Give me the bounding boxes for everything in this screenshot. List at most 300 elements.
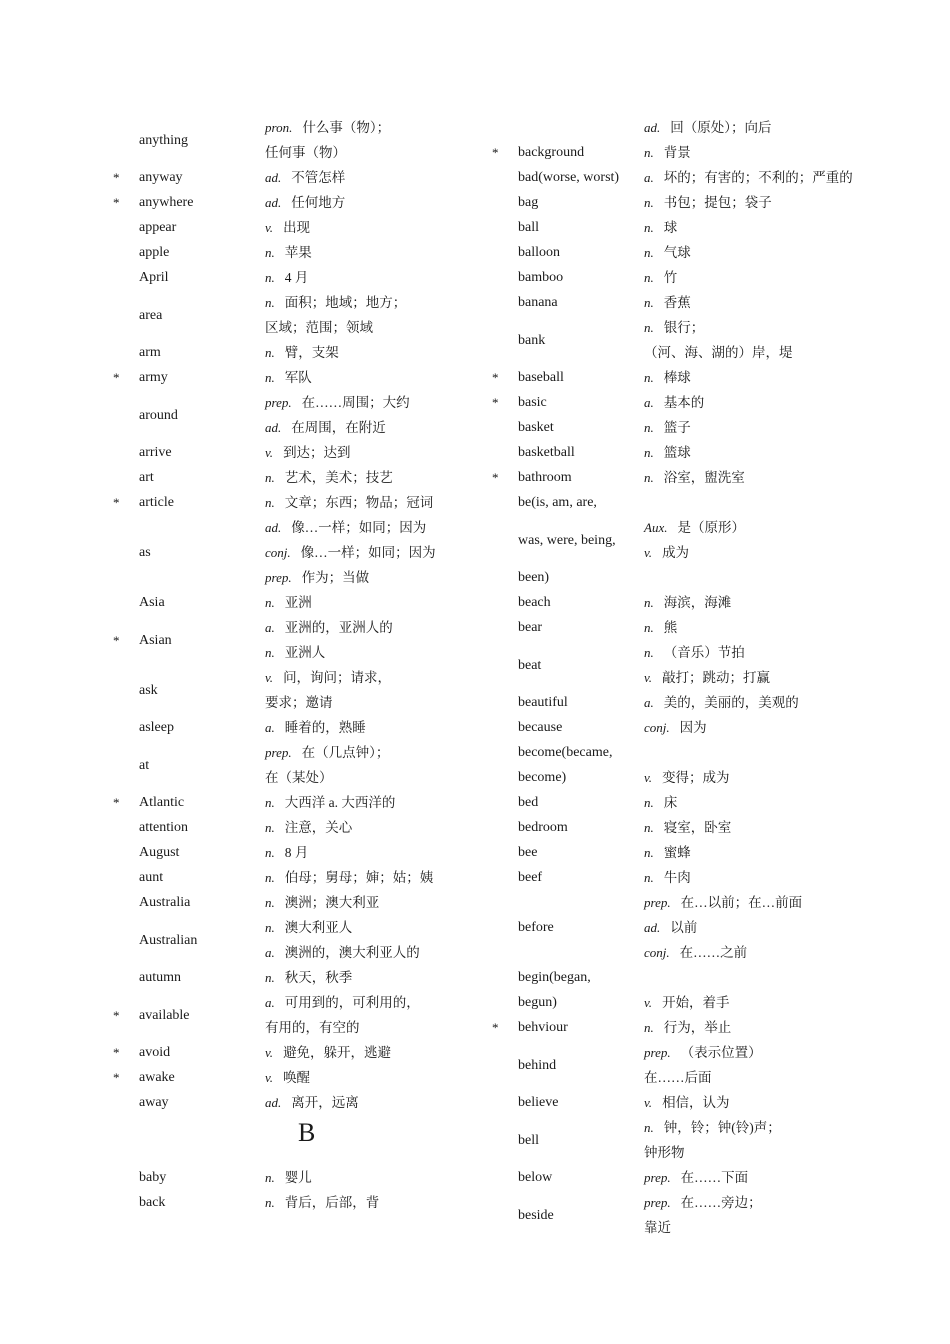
definition-line <box>644 469 745 487</box>
headword: bad(worse, worst) <box>518 170 620 185</box>
definition-text: 坏的；有害的；不利的；严重的 <box>663 170 853 185</box>
definition-text: 什么事（物）； <box>302 120 391 135</box>
definition-line <box>265 494 433 512</box>
part-of-speech: ad. <box>265 195 282 210</box>
headword: asleep <box>139 720 174 735</box>
part-of-speech: v. <box>265 1070 274 1085</box>
part-of-speech: n. <box>644 470 654 485</box>
definition-text: 棒球 <box>663 370 691 385</box>
definition-text: 8 月 <box>284 845 309 860</box>
entry-star-marker: * <box>492 145 499 160</box>
definition-text: 在……后面 <box>644 1070 712 1085</box>
part-of-speech: n. <box>644 195 654 210</box>
definition-line <box>644 319 704 337</box>
definition-text: 大西洋 a. 大西洋的 <box>284 795 396 810</box>
definition-text: 背景 <box>663 145 691 160</box>
definition-text: 要求；邀请 <box>265 695 333 710</box>
headword: August <box>139 845 180 860</box>
definition-text: 回（原处）；向后 <box>670 120 772 135</box>
definition-text: 像…一样；如同；因为 <box>291 520 427 535</box>
entry-star-marker: * <box>113 1070 120 1085</box>
part-of-speech: n. <box>644 645 654 660</box>
definition-text: 因为 <box>679 720 707 735</box>
definition-line <box>644 919 697 937</box>
definition-line <box>265 894 379 912</box>
headword: Asia <box>139 595 165 610</box>
definition-line <box>265 969 352 987</box>
definition-line <box>644 894 802 912</box>
part-of-speech: n. <box>644 420 654 435</box>
definition-line <box>265 319 373 337</box>
definition-line <box>644 1069 712 1087</box>
definition-text: 文章；东西；物品；冠词 <box>284 495 434 510</box>
definition-line <box>644 769 730 787</box>
entry-star-marker: * <box>113 795 120 810</box>
definition-text: 睡着的，熟睡 <box>284 720 366 735</box>
definition-text: 澳大利亚人 <box>284 920 353 935</box>
headword: beside <box>518 1207 554 1223</box>
definition-text: 亚洲 <box>284 595 312 610</box>
definition-text: 球 <box>663 220 678 235</box>
definition-text: 作为；当做 <box>301 570 370 585</box>
definition-line <box>265 944 420 962</box>
headword: background <box>518 145 585 160</box>
definition-line <box>265 919 352 937</box>
headword: baseball <box>518 370 564 385</box>
entry-star-marker: * <box>492 370 499 385</box>
definition-line <box>265 1069 310 1087</box>
definition-line <box>644 219 677 237</box>
definition-line <box>644 869 691 887</box>
part-of-speech: ad. <box>265 1095 282 1110</box>
definition-text: 澳洲的，澳大利亚人的 <box>284 945 420 960</box>
part-of-speech: v. <box>644 770 653 785</box>
part-of-speech: v. <box>265 445 274 460</box>
definition-text: 银行； <box>663 320 705 335</box>
headword: before <box>518 920 554 935</box>
definition-text: 海滨，海滩 <box>663 595 732 610</box>
definition-line <box>265 819 352 837</box>
definition-text: 在周围，在附近 <box>291 420 386 435</box>
part-of-speech: n. <box>265 295 275 310</box>
part-of-speech: prep. <box>644 1195 671 1210</box>
part-of-speech: ad. <box>644 920 661 935</box>
definition-line <box>265 1169 312 1187</box>
definition-text: 在（几点钟）； <box>301 745 390 760</box>
headword: begin(began, <box>518 970 591 985</box>
part-of-speech: n. <box>265 645 275 660</box>
definition-text: 敲打；跳动；打赢 <box>662 670 771 685</box>
definition-line <box>644 819 731 837</box>
headword: below <box>518 1170 553 1185</box>
headword: Atlantic <box>139 795 185 810</box>
part-of-speech: v. <box>265 1045 274 1060</box>
definition-line <box>644 294 691 312</box>
headword: become(became, <box>518 745 613 760</box>
definition-text: 牛肉 <box>663 870 691 885</box>
headword: become) <box>518 770 567 785</box>
definition-line <box>644 669 770 687</box>
part-of-speech: v. <box>265 670 274 685</box>
definition-text: 背后，后部，背 <box>284 1195 380 1210</box>
headword: ball <box>518 220 539 235</box>
headword: back <box>139 1195 166 1210</box>
headword: banana <box>518 295 558 310</box>
headword: bag <box>518 195 539 210</box>
headword: at <box>139 757 150 773</box>
headword: basket <box>518 420 554 435</box>
headword: believe <box>518 1095 559 1110</box>
definition-line <box>265 844 308 862</box>
definition-text: 钟形物 <box>644 1145 685 1160</box>
definition-text: 床 <box>663 795 678 810</box>
headword: away <box>139 1095 169 1110</box>
definition-line <box>265 644 325 662</box>
definition-line <box>644 194 772 212</box>
definition-line <box>265 519 426 537</box>
definition-line <box>644 1219 671 1237</box>
definition-text: 秋天，秋季 <box>284 970 353 985</box>
definition-text: 离开，远离 <box>291 1095 359 1110</box>
part-of-speech: n. <box>644 1020 654 1035</box>
definition-line <box>644 694 799 712</box>
section-letter: B <box>298 1118 316 1147</box>
definition-text: 篮球 <box>663 445 691 460</box>
definition-line <box>644 1169 748 1187</box>
definition-line <box>265 619 393 637</box>
part-of-speech: a. <box>265 945 275 960</box>
part-of-speech: prep. <box>265 745 292 760</box>
definition-line <box>265 144 346 162</box>
definition-line <box>265 344 339 362</box>
definition-line <box>265 569 369 587</box>
definition-text: 避免，躲开，逃避 <box>283 1045 392 1060</box>
headword: as <box>139 545 151 560</box>
headword: beach <box>518 595 551 610</box>
headword: begun) <box>518 995 557 1010</box>
part-of-speech: v. <box>644 995 653 1010</box>
entry-star-marker: * <box>113 170 120 185</box>
entry-star-marker: * <box>113 195 120 210</box>
definition-text: 有用的，有空的 <box>265 1020 360 1035</box>
definition-text: 任何地方 <box>291 195 346 210</box>
definition-line <box>644 369 691 387</box>
definition-line <box>644 444 691 462</box>
headword: bee <box>518 845 538 860</box>
entry-star-marker: * <box>113 1007 120 1023</box>
headword: beef <box>518 870 543 885</box>
definition-line <box>644 994 730 1012</box>
definition-line <box>265 1044 391 1062</box>
part-of-speech: conj. <box>644 945 670 960</box>
headword: Australian <box>139 932 198 948</box>
definition-text: 出现 <box>283 220 311 235</box>
definition-line <box>644 619 677 637</box>
definition-line <box>265 1194 379 1212</box>
definition-line <box>265 994 420 1012</box>
definition-text: 婴儿 <box>284 1170 312 1185</box>
definition-line <box>644 944 747 962</box>
headword: avoid <box>139 1045 171 1060</box>
definition-text: 亚洲人 <box>284 645 326 660</box>
definition-text: （音乐）节拍 <box>663 645 745 660</box>
part-of-speech: n. <box>644 870 654 885</box>
definition-line <box>265 594 312 612</box>
headword: around <box>139 407 178 423</box>
definition-text: 像…一样；如同；因为 <box>300 545 436 560</box>
part-of-speech: n. <box>644 845 654 860</box>
part-of-speech: conj. <box>644 720 670 735</box>
definition-line <box>265 744 389 762</box>
definition-text: 在（某处） <box>265 770 333 785</box>
definition-text: 澳洲；澳大利亚 <box>284 895 380 910</box>
definition-text: 在……下面 <box>680 1170 749 1185</box>
definition-text: 篮子 <box>663 420 691 435</box>
part-of-speech: n. <box>644 595 654 610</box>
part-of-speech: n. <box>644 820 654 835</box>
headword: art <box>139 470 154 485</box>
definition-line <box>644 519 745 537</box>
definition-text: 书包；提包；袋子 <box>663 195 772 210</box>
definition-text: 香蕉 <box>663 295 691 310</box>
part-of-speech: n. <box>265 1170 275 1185</box>
definition-text: 是（原形） <box>677 520 745 535</box>
definition-text: 任何事（物） <box>265 145 346 160</box>
definition-text: 4 月 <box>284 270 309 285</box>
definition-text: 行为，举止 <box>663 1020 732 1035</box>
definition-text: 相信，认为 <box>662 1095 730 1110</box>
headword: ask <box>139 682 158 698</box>
part-of-speech: ad. <box>644 120 661 135</box>
entry-star-marker: * <box>492 1020 499 1035</box>
part-of-speech: a. <box>644 170 654 185</box>
part-of-speech: n. <box>265 595 275 610</box>
definition-text: 美的，美丽的，美观的 <box>663 695 799 710</box>
entry-star-marker: * <box>113 632 120 648</box>
definition-line <box>265 1094 359 1112</box>
part-of-speech: a. <box>644 695 654 710</box>
definition-text: 注意，关心 <box>284 820 353 835</box>
headword: anyway <box>139 170 183 185</box>
definition-text: 军队 <box>284 370 312 385</box>
headword: arm <box>139 345 161 360</box>
part-of-speech: n. <box>265 270 275 285</box>
part-of-speech: prep. <box>644 1170 671 1185</box>
headword: beat <box>518 657 542 673</box>
definition-text: 在…以前；在…前面 <box>680 895 803 910</box>
headword: bamboo <box>518 270 564 285</box>
definition-line <box>644 544 689 562</box>
part-of-speech: pron. <box>265 120 293 135</box>
part-of-speech: n. <box>644 245 654 260</box>
part-of-speech: v. <box>644 670 653 685</box>
headword: baby <box>139 1170 167 1185</box>
headword: bear <box>518 620 543 635</box>
definition-text: 问，询问；请求， <box>283 670 392 685</box>
definition-line <box>265 194 345 212</box>
definition-text: 亚洲的，亚洲人的 <box>284 620 393 635</box>
definition-line <box>644 594 731 612</box>
definition-line <box>644 419 691 437</box>
part-of-speech: n. <box>265 1195 275 1210</box>
headword: bedroom <box>518 820 568 835</box>
headword: Australia <box>139 895 191 910</box>
part-of-speech: n. <box>265 895 275 910</box>
definition-line <box>265 469 393 487</box>
definition-line <box>644 844 691 862</box>
headword: aunt <box>139 870 164 885</box>
definition-line <box>644 144 691 162</box>
part-of-speech: ad. <box>265 170 282 185</box>
definition-text: 钟，铃；钟(铃)声； <box>663 1120 781 1135</box>
definition-text: 苹果 <box>284 245 312 260</box>
part-of-speech: n. <box>644 445 654 460</box>
headword: bell <box>518 1132 539 1148</box>
headword: behind <box>518 1057 557 1073</box>
part-of-speech: prep. <box>644 1045 671 1060</box>
part-of-speech: n. <box>265 795 275 810</box>
headword: behviour <box>518 1020 568 1035</box>
definition-text: 伯母；舅母；婶；姑；姨 <box>284 870 434 885</box>
definition-line <box>265 369 312 387</box>
part-of-speech: Aux. <box>644 520 668 535</box>
part-of-speech: prep. <box>644 895 671 910</box>
definition-line <box>265 394 410 412</box>
definition-line <box>265 169 345 187</box>
headword: beautiful <box>518 695 568 710</box>
part-of-speech: n. <box>265 820 275 835</box>
definition-text: 寝室，卧室 <box>663 820 732 835</box>
definition-line <box>644 794 677 812</box>
definition-text: 开始，着手 <box>662 995 730 1010</box>
headword: Asian <box>139 632 172 648</box>
part-of-speech: n. <box>265 470 275 485</box>
headword: bed <box>518 795 539 810</box>
part-of-speech: prep. <box>265 395 292 410</box>
headword: anywhere <box>139 195 194 210</box>
definition-line <box>265 269 308 287</box>
definition-line <box>265 544 436 562</box>
headword: been) <box>518 570 550 585</box>
part-of-speech: n. <box>644 145 654 160</box>
definition-line <box>265 294 406 312</box>
definition-line <box>644 344 793 362</box>
entry-star-marker: * <box>492 470 499 485</box>
definition-text: 面积；地域；地方； <box>284 295 407 310</box>
definition-line <box>265 869 433 887</box>
part-of-speech: n. <box>265 970 275 985</box>
definition-line <box>644 1094 730 1112</box>
definition-text: 基本的 <box>663 395 705 410</box>
definition-text: 熊 <box>663 620 678 635</box>
definition-line <box>644 119 772 137</box>
definition-line <box>644 1144 685 1162</box>
definition-text: 以前 <box>670 920 698 935</box>
definition-line <box>644 1044 762 1062</box>
headword: because <box>518 720 563 735</box>
part-of-speech: a. <box>265 995 275 1010</box>
part-of-speech: n. <box>644 620 654 635</box>
entry-star-marker: * <box>492 395 499 410</box>
part-of-speech: v. <box>644 545 653 560</box>
part-of-speech: conj. <box>265 545 291 560</box>
definition-line <box>644 394 704 412</box>
part-of-speech: n. <box>265 495 275 510</box>
part-of-speech: n. <box>265 845 275 860</box>
definition-text: 唤醒 <box>283 1070 311 1085</box>
headword: autumn <box>139 970 181 985</box>
entry-star-marker: * <box>113 370 120 385</box>
headword: appear <box>139 220 177 235</box>
headword: apple <box>139 245 170 260</box>
entry-star-marker: * <box>113 1045 120 1060</box>
definition-line <box>265 794 395 812</box>
headword: basic <box>518 395 547 410</box>
definition-text: 艺术，美术；技艺 <box>284 470 393 485</box>
part-of-speech: a. <box>265 620 275 635</box>
part-of-speech: a. <box>265 720 275 735</box>
definition-line <box>265 719 366 737</box>
definition-text: 竹 <box>663 270 678 285</box>
definition-text: 浴室，盥洗室 <box>663 470 745 485</box>
part-of-speech: n. <box>265 870 275 885</box>
definition-text: 可用到的，可利用的， <box>284 995 420 1010</box>
headword: attention <box>139 820 188 835</box>
part-of-speech: n. <box>644 795 654 810</box>
part-of-speech: prep. <box>265 570 292 585</box>
definition-text: 蜜蜂 <box>663 845 691 860</box>
headword: awake <box>139 1070 175 1085</box>
definition-text: （河、海、湖的）岸，堤 <box>644 345 793 360</box>
headword: article <box>139 495 174 510</box>
definition-line <box>644 169 853 187</box>
part-of-speech: ad. <box>265 420 282 435</box>
part-of-speech: n. <box>644 220 654 235</box>
part-of-speech: n. <box>265 245 275 260</box>
headword: bathroom <box>518 470 572 485</box>
part-of-speech: v. <box>265 220 274 235</box>
definition-line <box>644 1019 731 1037</box>
definition-line <box>644 644 745 662</box>
definition-text: 变得；成为 <box>662 770 730 785</box>
definition-text: 臂，支架 <box>284 345 339 360</box>
definition-text: 在……周围；大约 <box>301 395 410 410</box>
definition-line <box>265 1019 360 1037</box>
definition-line <box>265 669 391 687</box>
definition-text: （表示位置） <box>680 1045 762 1060</box>
definition-line <box>644 1119 781 1137</box>
definition-text: 在……之前 <box>679 945 748 960</box>
definition-line <box>265 769 333 787</box>
definition-line <box>265 219 310 237</box>
entry-star-marker: * <box>113 495 120 510</box>
definition-text: 靠近 <box>644 1220 671 1235</box>
definition-line <box>644 719 707 737</box>
part-of-speech: n. <box>265 345 275 360</box>
definition-text: 区域；范围；领域 <box>265 320 373 335</box>
definition-line <box>265 419 386 437</box>
definition-line <box>265 244 312 262</box>
definition-line <box>265 694 333 712</box>
part-of-speech: n. <box>644 270 654 285</box>
headword: arrive <box>139 445 172 460</box>
headword: April <box>139 270 169 285</box>
definition-text: 成为 <box>662 545 690 560</box>
headword: was, were, being, <box>518 532 616 548</box>
definition-line <box>265 444 351 462</box>
part-of-speech: n. <box>644 320 654 335</box>
definition-line <box>644 1194 762 1212</box>
